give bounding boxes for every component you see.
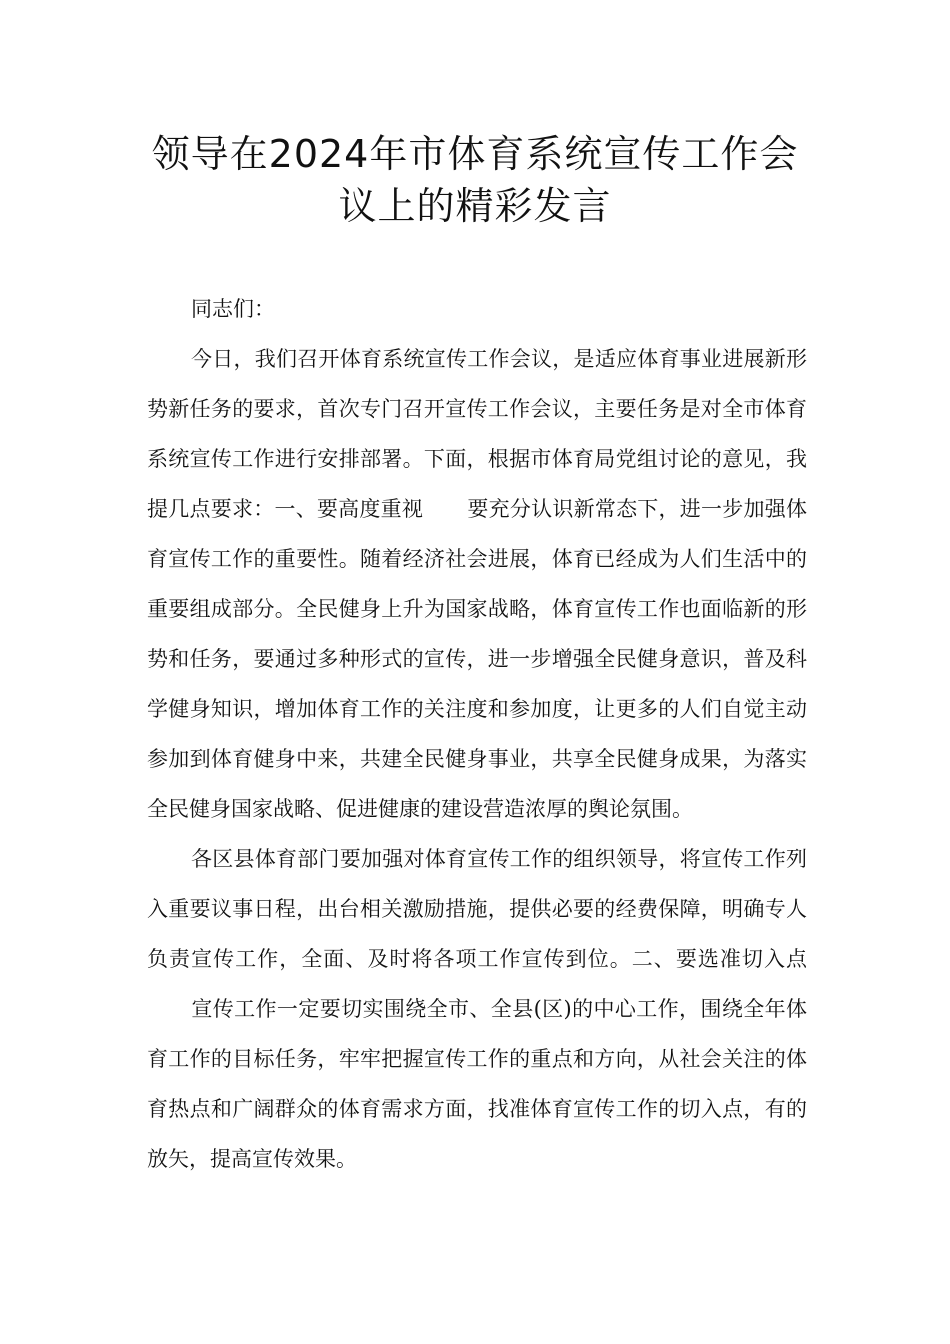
paragraph-1 <box>147 334 807 834</box>
greeting-text: 同志们： <box>191 297 275 321</box>
title-line-1: 领导在2024年市体育系统宣传工作会 <box>151 132 799 176</box>
paragraph-1-text-a: 今日，我们召开体育系统宣传工作会议，是适应体育事业进展新形势新任务的要求，首次专门召开宣传工作会议，主要任务是对全市体育系统宣传工作进行安排部署。下面，根据市体育局党组讨论的意见，我提几点要求：一、要高度重视 <box>147 347 807 521</box>
paragraph-2 <box>147 834 807 1184</box>
document-title <box>140 128 810 232</box>
document-body <box>147 284 807 1184</box>
paragraph-2-text-a: 各区县体育部门要加强对体育宣传工作的组织领导，将宣传工作列入重要议事日程，出台相关激励措施，提供必要的经费保障，明确专人负责宣传工作，全面、及时将各项工作宣传到位。二、要选准切入点 <box>147 847 807 971</box>
title-line-2: 议上的精彩发言 <box>338 184 612 228</box>
paragraph-2-text-b: 宣传工作一定要切实围绕全市、全县(区)的中心工作，围绕全年体育工作的目标任务，牢牢把握宣传工作的重点和方向，从社会关注的体育热点和广阔群众的体育需求方面，找准体育宣传工作的切入点，有的放矢，提高宣传效果。 <box>147 997 807 1171</box>
paragraph-1-text-b: 要充分认识新常态下，进一步加强体育宣传工作的重要性。随着经济社会进展，体育已经成为人们生活中的重要组成部分。全民健身上升为国家战略，体育宣传工作也面临新的形势和任务，要通过多种形式的宣传，进一步增强全民健身意识，普及科学健身知识，增加体育工作的关注度和参加度，让更多的人们自觉主动参加到体育健身中来，共建全民健身事业，共享全民健身成果，为落实全民健身国家战略、促进健康的建设营造浓厚的舆论氛围。 <box>147 497 808 821</box>
greeting-paragraph <box>147 284 807 334</box>
